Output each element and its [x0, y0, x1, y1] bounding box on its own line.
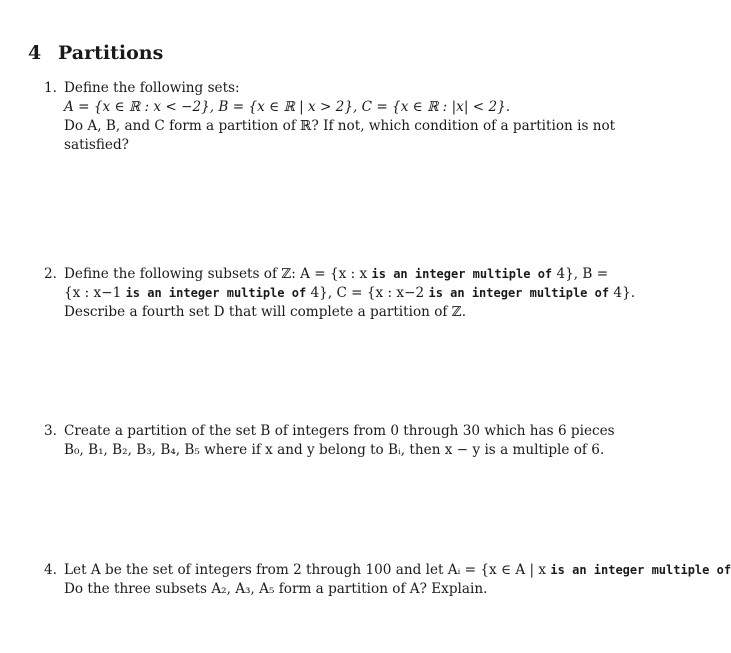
monospace-phrase: is an integer multiple of — [125, 286, 307, 300]
monospace-phrase: is an integer multiple of — [550, 563, 731, 577]
problem-3 — [44, 422, 694, 460]
problem-text: Create a partition of the set B of integers from 0 through 30 which has 6 pieces — [64, 423, 615, 439]
problem-text: Do A, B, and C form a partition of ℝ? If not, which condition of a partition is not — [64, 118, 616, 134]
problem-text: Let A be the set of integers from 2 through 100 and let Aᵢ = {x ∈ A | x — [64, 562, 551, 578]
section-title: Partitions — [58, 42, 164, 64]
problem-2 — [44, 265, 694, 322]
problem-text: 4}. — [609, 285, 636, 301]
problem-1 — [44, 79, 694, 155]
problem-4 — [44, 561, 731, 599]
section-heading — [28, 42, 163, 64]
problem-text: B₀, B₁, B₂, B₃, B₄, B₅ where if x and y belong to Bᵢ, then x − y is a multiple of 6. — [64, 442, 605, 458]
section-number: 4 — [28, 42, 42, 64]
problem-number: 2. — [44, 266, 57, 282]
problem-text: satisfied? — [64, 137, 129, 153]
problem-text: Define the following sets: — [64, 80, 240, 96]
monospace-phrase: is an integer multiple of — [428, 286, 610, 300]
problem-number: 3. — [44, 423, 57, 439]
monospace-phrase: is an integer multiple of — [371, 267, 553, 281]
set-definitions: A = {x ∈ ℝ : x < −2}, B = {x ∈ ℝ | x > 2}, C = {x ∈ ℝ : |x| < 2}. — [64, 99, 511, 115]
problem-text: 4}, B = — [552, 266, 609, 282]
problem-text: Do the three subsets A₂, A₃, A₅ form a partition of A? Explain. — [64, 581, 488, 597]
problem-text: {x : x−1 — [64, 285, 126, 301]
problem-text: Describe a fourth set D that will complete a partition of ℤ. — [64, 304, 467, 320]
problem-text: Define the following subsets of ℤ: A = {x : x — [64, 266, 372, 282]
problem-number: 1. — [44, 80, 57, 96]
problem-number: 4. — [44, 562, 57, 578]
problem-text: 4}, C = {x : x−2 — [306, 285, 429, 301]
